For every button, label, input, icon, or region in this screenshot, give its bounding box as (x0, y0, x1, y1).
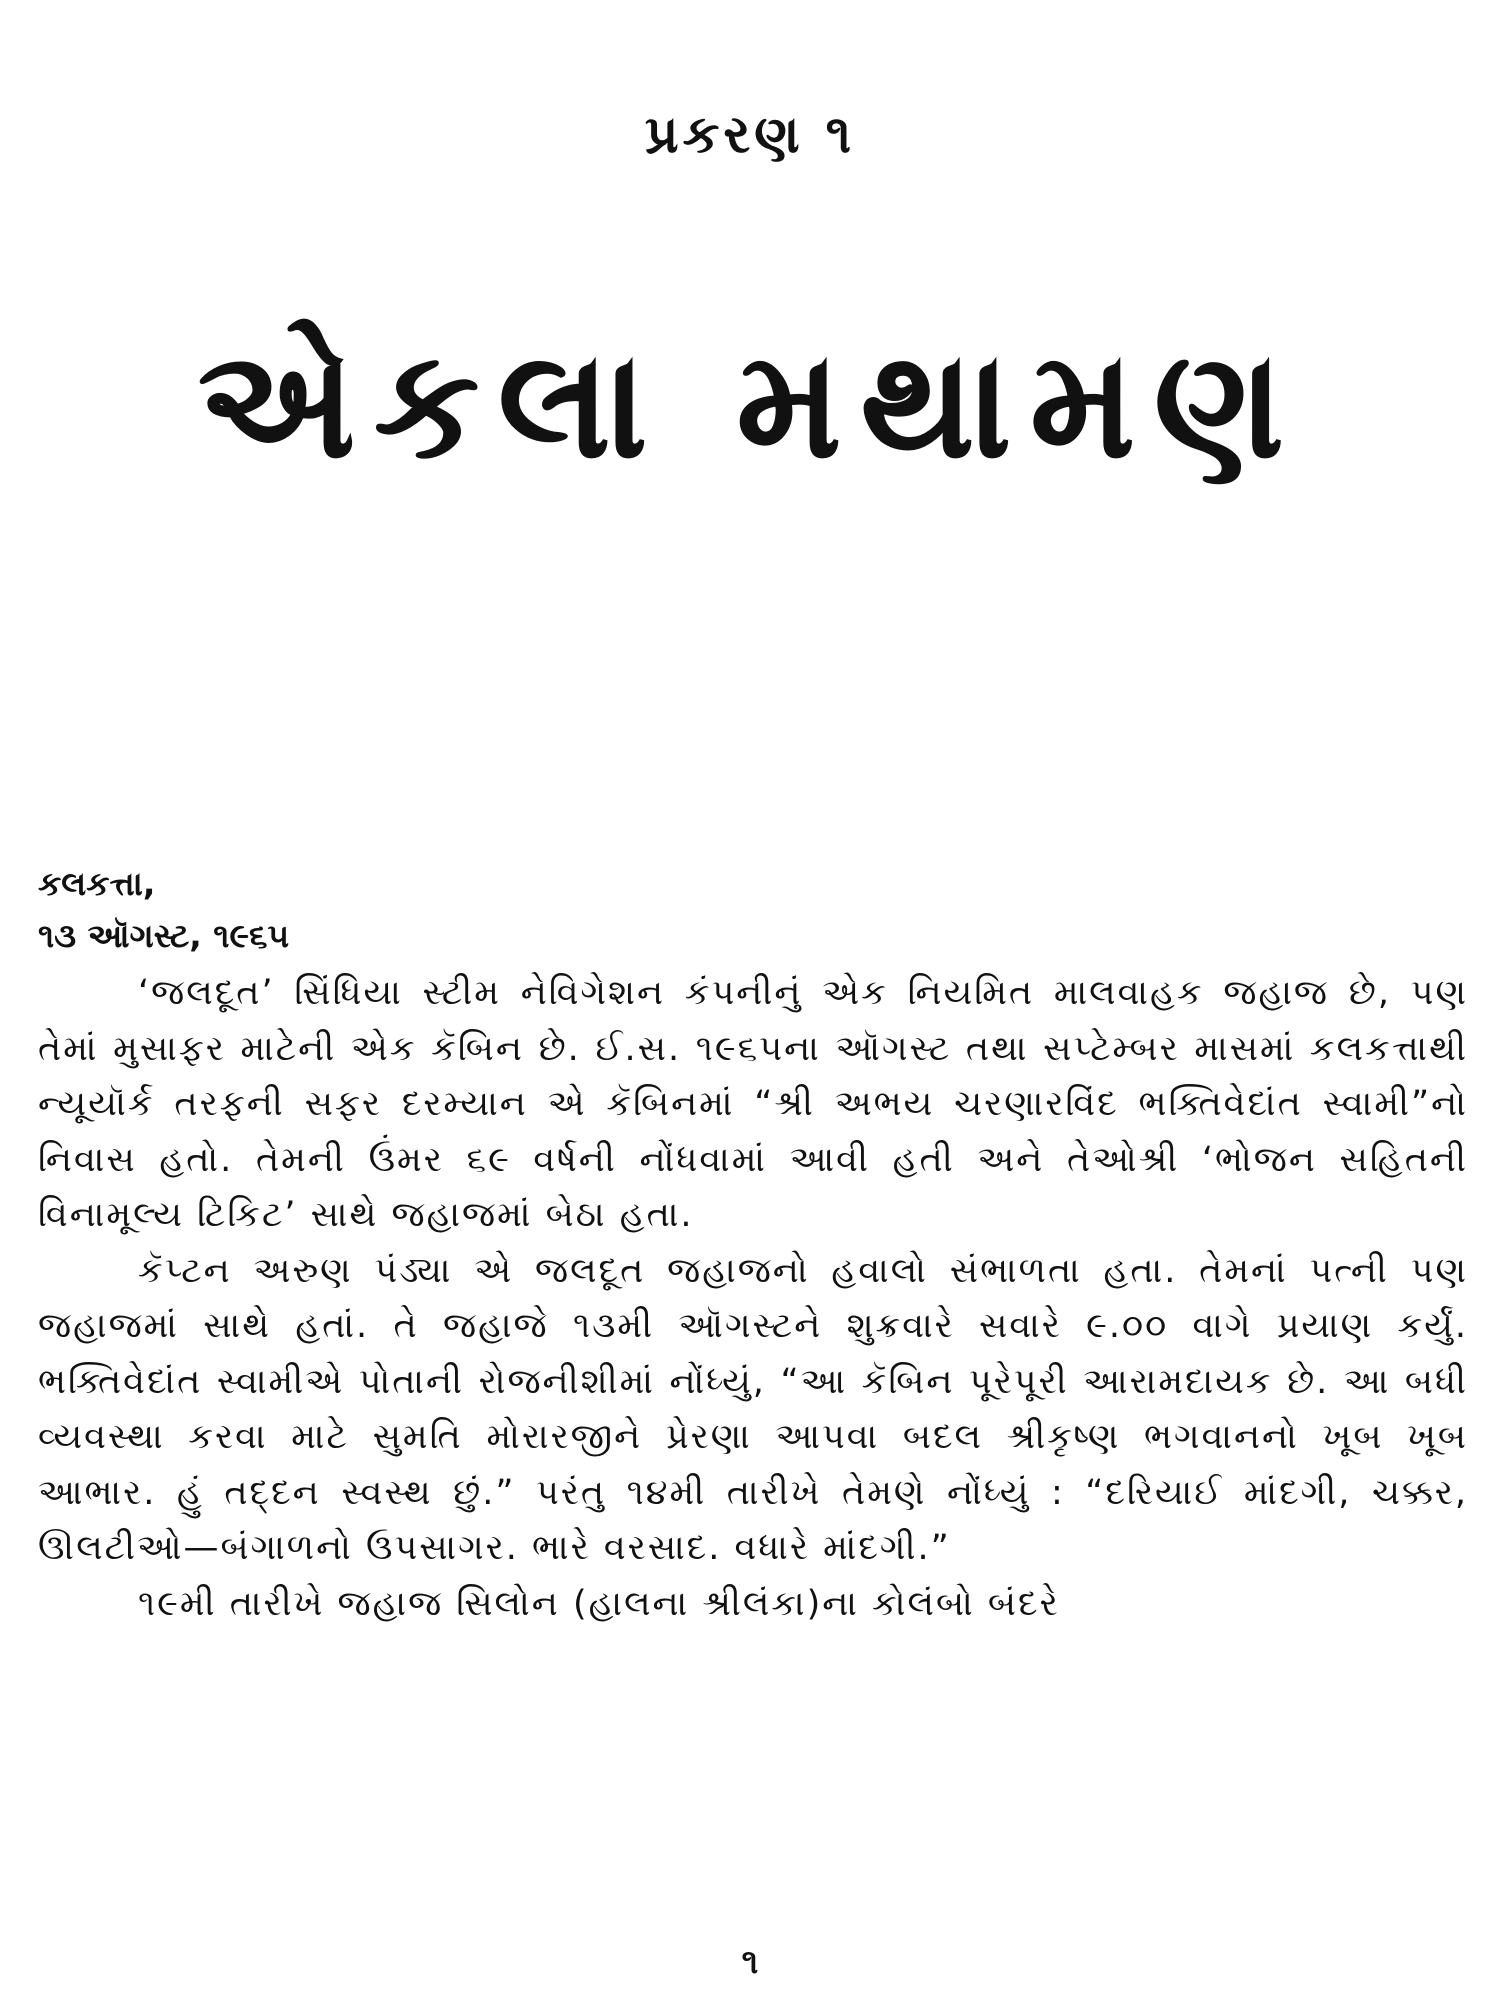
paragraph-3: ૧૯મી તારીખે જહાજ સિલોન (હાલના શ્રીલંકા)ના કોલંબો બંદરે (138, 1583, 1060, 1624)
chapter-title: એકલા મથામણ (197, 318, 1303, 492)
page-number: ૧ (741, 1942, 759, 1982)
dateline (38, 858, 289, 962)
dateline-date: ૧૩ ઑગસ્ટ, ૧૯૬૫ (38, 916, 290, 955)
body-text (38, 966, 1468, 1632)
paragraph-2: કૅપ્ટન અરુણ પંડ્યા એ જલદૂત જહાજનો હવાલો સંભાળતા હતા. તેમનાં પત્ની પણ જહાજમાં સાથે હતાં. તે જહાજે ૧૩મી ઑગસ્ટને શુક્રવારે સવારે ૯.૦૦ વાગે પ્રયાણ કર્યું. ભક્તિવેદાંત સ્વામીએ પોતાની રોજનીશીમાં નોંધ્યું, “આ કૅબિન પૂરેપૂરી આરામદાયક છે. આ બધી વ્યવસ્થા કરવા માટે સુમતિ મોરારજીને પ્રેરણા આપવા બદલ શ્રીકૃષ્ણ ભગવાનનો ખૂબ ખૂબ આભાર. હું તદ્દન સ્વસ્થ છું.” પરંતુ ૧૪મી તારીખે તેમણે નોંધ્યું : “દરિયાઈ માંદગી, ચક્કર, ઊલટીઓ—બંગાળનો ઉપસાગર. ભારે વરસાદ. વધારે માંદગી.” (38, 1250, 1468, 1568)
dateline-place: કલકત્તા, (38, 864, 156, 903)
chapter-label: પ્રકરણ ૧ (644, 105, 856, 165)
paragraph-1: ‘જલદૂત’ સિંધિયા સ્ટીમ નેવિગેશન કંપનીનું એક નિયમિત માલવાહક જહાજ છે, પણ તેમાં મુસાફર માટેની એક કૅબિન છે. ઈ.સ. ૧૯૬૫ના ઑગસ્ટ તથા સપ્ટેમ્બર માસમાં કલકત્તાથી ન્યૂયૉર્ક તરફની સફર દરમ્યાન એ કૅબિનમાં “શ્રી અભય ચરણારવિંદ ભક્તિવેદાંત સ્વામી”નો નિવાસ હતો. તેમની ઉંમર ૬૯ વર્ષની નોંધવામાં આવી હતી અને તેઓશ્રી ‘ભોજન સહિતની વિનામૂલ્ય ટિકિટ’ સાથે જહાજમાં બેઠા હતા. (38, 973, 1468, 1235)
